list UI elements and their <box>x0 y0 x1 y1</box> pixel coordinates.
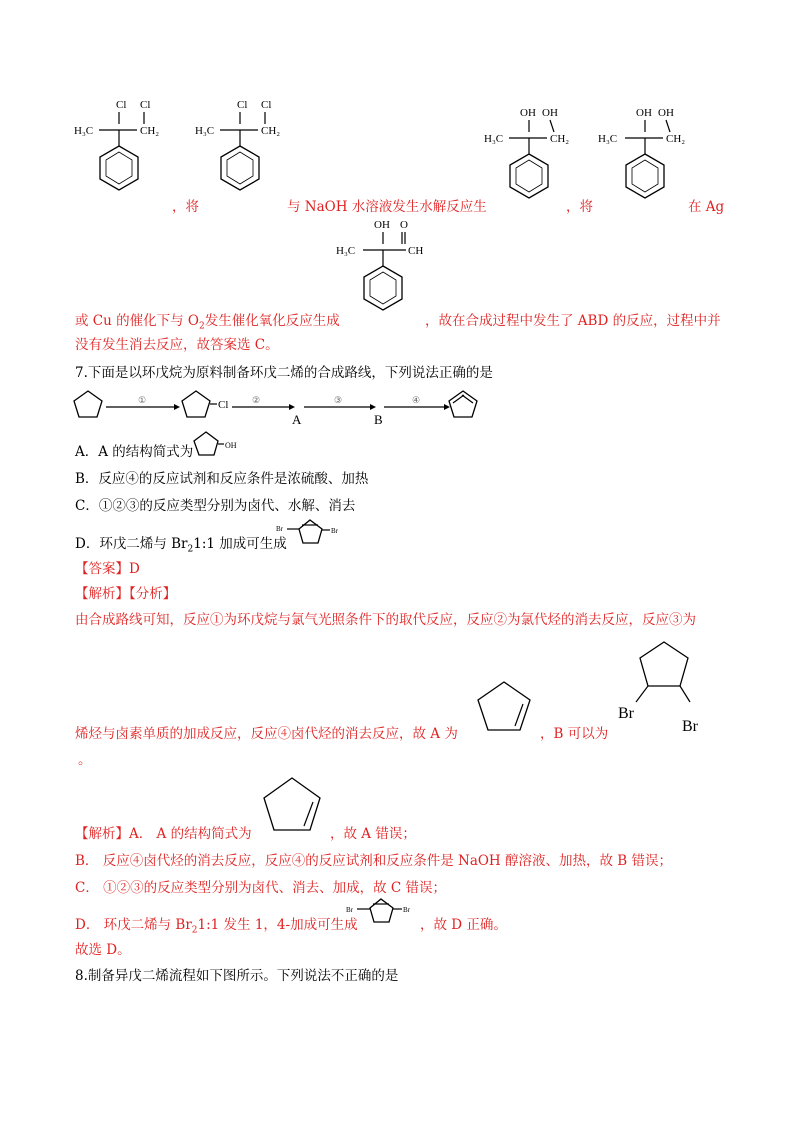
br-label: Br <box>403 906 410 914</box>
cyclopentanol-structure <box>194 430 254 458</box>
br-label: Br <box>331 527 338 535</box>
h3c-label: H₃C <box>195 125 215 137</box>
ch2-label: CH₂ <box>140 125 160 137</box>
h3c-label: H₃C <box>74 125 94 137</box>
q7-explain-a-pre: 【解析】A． A 的结构简式为 <box>75 826 252 842</box>
q7-explain-b: B． 反应④卤代烃的消去反应，反应④的反应试剂和反应条件是 NaOH 醇溶液、加热，故 B 错误； <box>75 853 672 869</box>
oh-label: OH <box>658 107 674 119</box>
ch2-label: CH₂ <box>261 125 281 137</box>
q7-analysis-line2-tail: ，B 可以为 <box>540 726 609 742</box>
br-label: Br <box>346 906 353 914</box>
q7-analysis-line1: 由合成路线可知，反应①为环戊烷与氯气光照条件下的取代反应，反应②为氯代烃的消去反应，反应③为 <box>75 612 696 628</box>
q8-stem: 8.制备异戊二烯流程如下图所示。下列说法不正确的是 <box>75 968 399 984</box>
dibromocyclopentane-structure-b <box>610 636 720 736</box>
top-frag1: ，将 <box>172 199 199 215</box>
top-frag2: 与 NaOH 水溶液发生水解反应生 <box>287 199 487 215</box>
q7-explain-d-post: ，故 D 正确。 <box>420 917 507 933</box>
q7-answer: 【答案】D <box>75 561 140 577</box>
cl-label: Cl <box>218 399 229 411</box>
q7-option-d <box>75 532 287 555</box>
cyclopentene-structure-a <box>470 678 538 738</box>
ch2-label: CH₂ <box>666 133 686 145</box>
q7-explain-c: C． ①②③的反应类型分别为卤代、消去、加成，故 C 错误； <box>75 880 447 896</box>
diol-structure-2 <box>598 104 698 210</box>
q7-option-c: C．①②③的反应类型分别为卤代、水解、消去 <box>75 498 356 514</box>
q7-explain-a-post: ，故 A 错误； <box>330 826 416 842</box>
oh-label: OH <box>520 107 536 119</box>
q7-analysis-line3: 。 <box>78 752 92 768</box>
top-line3: 没有发生消去反应，故答案选 C。 <box>75 337 279 353</box>
top-frag3: ，将 <box>566 199 593 215</box>
ch2-label: CH₂ <box>550 133 570 145</box>
cl-label: Cl <box>140 99 151 111</box>
oh-label: OH <box>374 219 390 231</box>
cyclopentadiene <box>449 391 477 417</box>
top-frag4: 在 Ag <box>688 199 725 215</box>
dibromocyclopentene-explain <box>346 896 420 926</box>
chlorocyclopentane <box>182 391 210 417</box>
cyclopentene-structure-explain <box>256 772 328 838</box>
step-label-4: ④ <box>412 395 421 405</box>
h3c-label: H₃C <box>598 133 618 145</box>
h3c-label: H₃C <box>336 245 356 257</box>
q7-option-d-pre: D．环戊二烯与 Br <box>75 536 188 552</box>
q7-option-b: B．反应④的反应试剂和反应条件是浓硫酸、加热 <box>75 471 369 487</box>
h3c-label: H₃C <box>484 133 504 145</box>
top-line2-post: 发生催化氧化反应生成 <box>204 313 340 329</box>
oh-label: OH <box>636 107 652 119</box>
oh-label: OH <box>542 107 558 119</box>
cl-label: Cl <box>116 99 127 111</box>
q7-analysis-head: 【解析】【分析】 <box>75 586 177 602</box>
top-line2-pre: 或 Cu 的催化下与 O <box>75 313 199 329</box>
q7-option-d-post: 1:1 加成可生成 <box>193 536 287 552</box>
q7-stem: 7.下面是以环戊烷为原料制备环戊二烯的合成路线，下列说法正确的是 <box>75 365 493 381</box>
q7-analysis-line2: 烯烃与卤素单质的加成反应，反应④卤代烃的消去反应，故 A 为 <box>75 726 458 742</box>
intermediate-a-label: A <box>292 412 302 427</box>
br-label: Br <box>682 718 698 735</box>
top-line2 <box>75 309 340 332</box>
cl-label: Cl <box>261 99 272 111</box>
q7-explain-d-mid: 1:1 发生 1，4-加成可生成 <box>197 917 358 933</box>
q7-explain-d-pre: D． 环戊二烯与 Br <box>75 917 192 933</box>
q7-conclusion: 故选 D。 <box>75 942 131 958</box>
br-label: Br <box>618 705 634 722</box>
step-label-2: ② <box>252 395 261 405</box>
br-label: Br <box>276 525 283 533</box>
cyclopentane <box>74 391 102 417</box>
q7-option-a: A．A 的结构简式为 <box>75 444 194 460</box>
ch-label: CH <box>408 245 424 257</box>
dibromocyclopentene-small <box>276 517 346 547</box>
o-label: O <box>400 219 408 231</box>
synthesis-route <box>72 385 522 431</box>
step-label-1: ① <box>138 395 147 405</box>
top-line2-tail: ，故在合成过程中发生了 ABD 的反应，过程中并 <box>425 313 721 329</box>
intermediate-b-label: B <box>374 412 383 427</box>
step-label-3: ③ <box>334 395 343 405</box>
cl-label: Cl <box>237 99 248 111</box>
q7-option-d-sub: 2 <box>187 544 194 555</box>
q7-explain-d <box>75 913 358 936</box>
dichloride-structure-2 <box>195 96 295 206</box>
oh-label: OH <box>225 441 237 450</box>
dichloride-structure-1 <box>72 96 172 206</box>
top-line2-sub: 2 <box>198 321 205 332</box>
q7-explain-d-sub: 2 <box>191 925 198 936</box>
